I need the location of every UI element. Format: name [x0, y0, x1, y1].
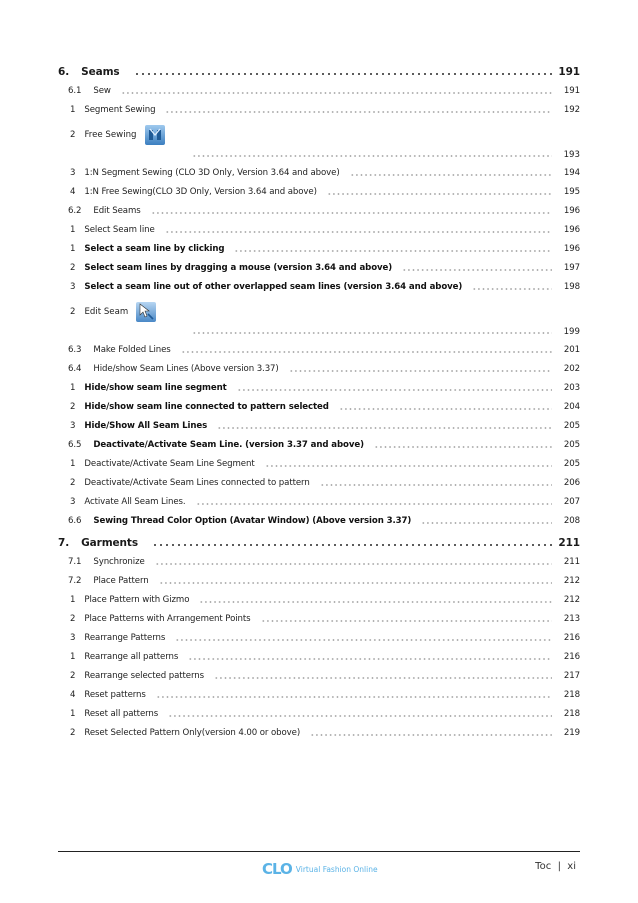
toc-entry[interactable]	[58, 217, 580, 236]
edit-seam-icon	[135, 301, 157, 323]
toc-entry-number: 4	[70, 187, 76, 197]
toc-entry[interactable]	[58, 568, 580, 587]
toc-entry-title: Rearrange Patterns	[84, 633, 166, 643]
toc-chapter[interactable]	[58, 527, 580, 549]
toc-entry[interactable]	[58, 470, 580, 489]
leader-dots	[289, 370, 552, 372]
toc-entry-number: 6.5	[68, 440, 82, 450]
toc-entry[interactable]	[58, 78, 580, 97]
leader-dots	[237, 389, 552, 391]
toc-entry-title: Deactivate/Activate Seam Line. (version 3.37 and above)	[93, 440, 364, 450]
toc-entry-number: 2	[70, 671, 76, 681]
toc-entry-title: 1:N Segment Sewing (CLO 3D Only, Version 3.64 and above)	[84, 168, 340, 178]
toc-entry-page: 212	[563, 595, 580, 605]
toc-entry[interactable]	[58, 394, 580, 413]
toc-entry-title: Select a seam line out of other overlapped seam lines (version 3.64 and above)	[84, 282, 463, 292]
toc-entry-number: 2	[70, 402, 76, 412]
toc-entry-page: 212	[563, 576, 580, 586]
toc-entry-page: 213	[563, 614, 580, 624]
leader-dots	[152, 544, 552, 546]
toc-entry-number: 3	[70, 633, 76, 643]
leader-dots	[374, 446, 552, 448]
leader-dots	[265, 465, 552, 467]
toc-entry[interactable]	[58, 413, 580, 432]
toc-entry-number: 2	[70, 263, 76, 273]
toc-entry[interactable]	[58, 236, 580, 255]
toc-entry-title: Make Folded Lines	[93, 345, 171, 355]
toc-entry[interactable]	[58, 644, 580, 663]
toc-entry-title: Hide/show seam line connected to pattern selected	[84, 402, 329, 412]
toc-entry-title: Reset all patterns	[84, 709, 159, 719]
toc-entry-title: Edit Seam	[84, 307, 129, 317]
leader-dots	[121, 92, 552, 94]
toc-entry-number: 7.2	[68, 576, 82, 586]
footer-separator: |	[557, 861, 561, 872]
footer-section: Toc	[535, 861, 552, 872]
toc-entry-page: 206	[563, 478, 580, 488]
leader-dots	[196, 503, 552, 505]
toc-entry-page: 197	[563, 263, 580, 273]
leader-dots	[217, 427, 552, 429]
leader-dots	[192, 155, 552, 157]
toc-entry-title: Rearrange selected patterns	[84, 671, 204, 681]
toc-entry-number: 1	[70, 595, 76, 605]
toc-entry-title: Deactivate/Activate Seam Lines connected to pattern	[84, 478, 310, 488]
toc-entry[interactable]	[58, 179, 580, 198]
toc-entry-title: Place Pattern with Gizmo	[84, 595, 190, 605]
toc-entry-number: 7.1	[68, 557, 82, 567]
toc-entry[interactable]	[58, 160, 580, 179]
toc-entry-page: 218	[563, 690, 580, 700]
toc-entry-page: 218	[563, 709, 580, 719]
toc-entry-page: 198	[563, 282, 580, 292]
leader-dots	[156, 696, 552, 698]
toc-entry-title: Place Patterns with Arrangement Points	[84, 614, 251, 624]
toc-entry[interactable]	[58, 299, 580, 337]
toc-entry-title: Edit Seams	[93, 206, 141, 216]
footer-page-number: xi	[567, 861, 576, 872]
toc-entry[interactable]	[58, 97, 580, 116]
leader-dots	[188, 658, 552, 660]
leader-dots	[151, 212, 552, 214]
toc-entry-title: Rearrange all patterns	[84, 652, 179, 662]
leader-dots	[199, 601, 552, 603]
toc-entry-title: Hide/show Seam Lines (Above version 3.37)	[93, 364, 279, 374]
toc-entry[interactable]	[58, 720, 580, 739]
toc-entry-page: 211	[563, 557, 580, 567]
leader-dots	[159, 582, 552, 584]
toc-entry[interactable]	[58, 122, 580, 160]
clo-logo-icon: CLO	[262, 860, 292, 878]
toc-entry-number: 2	[70, 307, 76, 317]
toc-entry-number: 4	[70, 690, 76, 700]
toc-entry-page: 191	[563, 86, 580, 96]
toc-entry-title: Hide/show seam line segment	[84, 383, 227, 393]
leader-dots	[192, 332, 552, 334]
toc-entry-number: 2	[70, 130, 76, 140]
toc-entry-page: 207	[563, 497, 580, 507]
toc-entry-page: 211	[558, 537, 580, 549]
leader-dots	[165, 111, 552, 113]
toc-entry[interactable]	[58, 198, 580, 217]
leader-dots	[339, 408, 552, 410]
toc-entry-title: Hide/Show All Seam Lines	[84, 421, 208, 431]
toc-entry[interactable]	[58, 549, 580, 568]
toc-entry[interactable]	[58, 606, 580, 625]
leader-dots	[168, 715, 552, 717]
toc-entry-title: Garments	[81, 537, 138, 549]
toc-entry[interactable]	[58, 255, 580, 274]
toc-entry-number: 6.2	[68, 206, 82, 216]
table-of-contents	[58, 56, 580, 739]
toc-entry-page: 194	[563, 168, 580, 178]
toc-entry[interactable]	[58, 375, 580, 394]
toc-entry[interactable]	[58, 625, 580, 644]
toc-entry[interactable]	[58, 274, 580, 293]
toc-entry-number: 1	[70, 105, 76, 115]
toc-entry-title: Synchronize	[93, 557, 145, 567]
toc-entry-page: 196	[563, 225, 580, 235]
footer-logo	[262, 860, 378, 878]
toc-entry-page: 205	[563, 421, 580, 431]
leader-dots	[234, 250, 552, 252]
toc-entry-page: 193	[563, 150, 580, 160]
toc-entry-page: 191	[558, 66, 580, 78]
toc-entry-page: 202	[563, 364, 580, 374]
footer-page-info	[535, 861, 576, 872]
toc-entry-title: Segment Sewing	[84, 105, 156, 115]
toc-entry-title: Select Seam line	[84, 225, 155, 235]
leader-dots	[320, 484, 552, 486]
toc-entry-page: 219	[563, 728, 580, 738]
toc-entry-page: 204	[563, 402, 580, 412]
free-sewing-icon	[144, 124, 166, 146]
toc-entry-number: 7.	[58, 537, 70, 549]
toc-entry-title: Reset Selected Pattern Only(version 4.00 or obove)	[84, 728, 301, 738]
toc-entry-page: 205	[563, 459, 580, 469]
footer-rule	[58, 851, 580, 852]
leader-dots	[472, 288, 552, 290]
toc-entry[interactable]	[58, 356, 580, 375]
toc-entry-number: 3	[70, 421, 76, 431]
toc-entry-page: 205	[563, 440, 580, 450]
toc-entry-number: 1	[70, 652, 76, 662]
toc-entry-page: 216	[563, 652, 580, 662]
toc-entry-number: 3	[70, 282, 76, 292]
leader-dots	[175, 639, 552, 641]
logo-tagline: Virtual Fashion Online	[295, 864, 378, 874]
toc-entry[interactable]	[58, 701, 580, 720]
leader-dots	[421, 522, 552, 524]
toc-entry-number: 2	[70, 614, 76, 624]
toc-entry-title: Sewing Thread Color Option (Avatar Window) (Above version 3.37)	[93, 516, 412, 526]
toc-entry-title: Activate All Seam Lines.	[84, 497, 186, 507]
toc-chapter[interactable]	[58, 56, 580, 78]
toc-entry-page: 203	[563, 383, 580, 393]
toc-entry-number: 1	[70, 383, 76, 393]
toc-entry-number: 2	[70, 728, 76, 738]
toc-entry[interactable]	[58, 663, 580, 682]
toc-entry-number: 1	[70, 244, 76, 254]
leader-dots	[402, 269, 552, 271]
leader-dots	[350, 174, 552, 176]
toc-entry-title: Reset patterns	[84, 690, 146, 700]
toc-entry[interactable]	[58, 432, 580, 451]
toc-entry-page: 201	[563, 345, 580, 355]
toc-entry[interactable]	[58, 508, 580, 527]
toc-entry-number: 3	[70, 497, 76, 507]
toc-entry-number: 6.6	[68, 516, 82, 526]
leader-dots	[310, 734, 552, 736]
toc-entry-page: 199	[563, 327, 580, 337]
toc-entry[interactable]	[58, 451, 580, 470]
toc-entry-number: 2	[70, 478, 76, 488]
toc-entry-page: 195	[563, 187, 580, 197]
toc-entry-number: 6.4	[68, 364, 82, 374]
leader-dots	[134, 73, 552, 75]
leader-dots	[327, 193, 552, 195]
toc-entry-number: 6.1	[68, 86, 82, 96]
toc-entry-page: 216	[563, 633, 580, 643]
toc-entry-title: Deactivate/Activate Seam Line Segment	[84, 459, 255, 469]
toc-entry-number: 3	[70, 168, 76, 178]
leader-dots	[214, 677, 552, 679]
toc-entry[interactable]	[58, 337, 580, 356]
toc-entry-number: 1	[70, 225, 76, 235]
toc-entry-page: 196	[563, 244, 580, 254]
toc-entry-number: 1	[70, 459, 76, 469]
toc-entry-title: Select a seam line by clicking	[84, 244, 225, 254]
toc-entry-title: Place Pattern	[93, 576, 149, 586]
toc-entry-number: 1	[70, 709, 76, 719]
toc-entry-title: Seams	[81, 66, 120, 78]
leader-dots	[155, 563, 552, 565]
toc-entry-number: 6.3	[68, 345, 82, 355]
toc-entry[interactable]	[58, 489, 580, 508]
toc-entry[interactable]	[58, 682, 580, 701]
toc-entry-page: 192	[563, 105, 580, 115]
leader-dots	[261, 620, 552, 622]
toc-entry[interactable]	[58, 587, 580, 606]
toc-entry-page: 196	[563, 206, 580, 216]
toc-entry-page: 217	[563, 671, 580, 681]
toc-entry-title: Free Sewing	[84, 130, 137, 140]
toc-entry-number: 6.	[58, 66, 70, 78]
toc-entry-title: Sew	[93, 86, 111, 96]
toc-entry-title: 1:N Free Sewing(CLO 3D Only, Version 3.64 and above)	[84, 187, 317, 197]
toc-entry-page: 208	[563, 516, 580, 526]
leader-dots	[165, 231, 552, 233]
leader-dots	[181, 351, 552, 353]
toc-entry-title: Select seam lines by dragging a mouse (version 3.64 and above)	[84, 263, 393, 273]
